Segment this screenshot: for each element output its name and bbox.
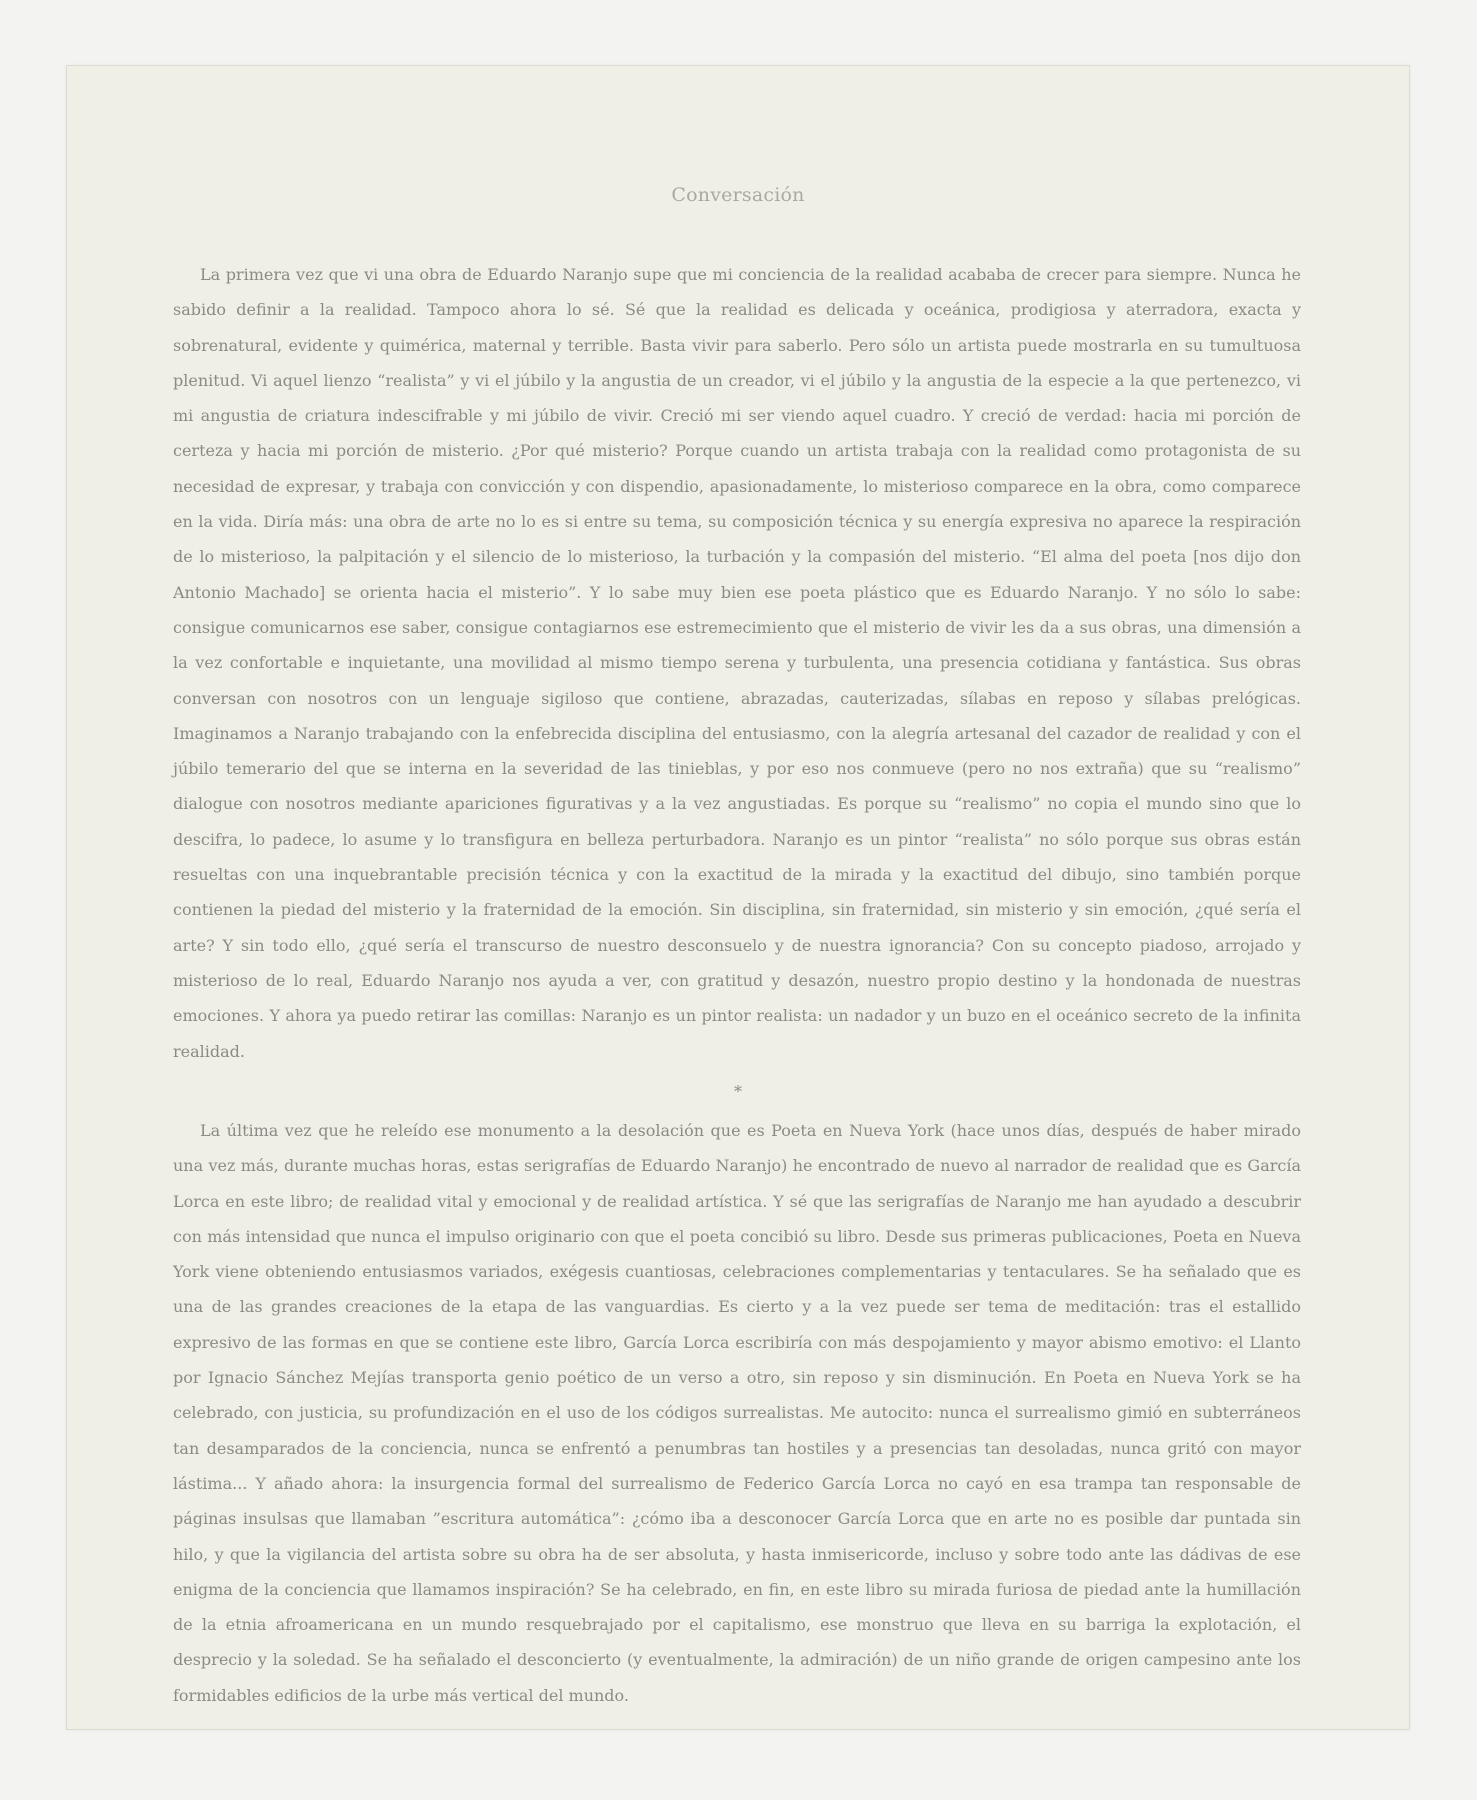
paragraph-second: La última vez que he releído ese monumento a la desolación que es Poeta en Nueva York (hace unos días, después de haber mirado una vez más, durante muchas horas, estas serigrafías de Eduardo Naranjo) he encontrado de nuevo al narrador de realidad que es García Lorca en este libro; de realidad vital y emocional y de realidad artística. Y sé que las serigrafías de Naranjo me han ayudado a descubrir con más intensidad que nunca el impulso originario con que el poeta concibió su libro. Desde sus primeras publicaciones, Poeta en Nueva York viene obteniendo entusiasmos variados, exégesis cuantiosas, celebraciones complementarias y tentaculares. Se ha señalado que es una de las grandes creaciones de la etapa de las vanguardias. Es cierto y a la vez puede ser tema de meditación: tras el estallido expresivo de las formas en que se contiene este libro, García Lorca escribiría con más despojamiento y mayor abismo emotivo: el Llanto por Ignacio Sánchez Mejías transporta genio poético de un verso a otro, sin reposo y sin disminución. En Poeta en Nueva York se ha celebrado, con justicia, su profundización en el uso de los códigos surrealistas. Me autocito: nunca el surrealismo gimió en subterráneos tan desamparados de la conciencia, nunca se enfrentó a penumbras tan hostiles y a presencias tan desoladas, nunca gritó con mayor lástima... Y añado ahora: la insurgencia formal del surrealismo de Federico García Lorca no cayó en esa trampa tan responsable de páginas insulsas que llamaban ”escritura automática”: ¿cómo iba a desconocer García Lorca que en arte no es posible dar puntada sin hilo, y que la vigilancia del artista sobre su obra ha de ser absoluta, y hasta inmisericorde, incluso y sobre todo ante las dádivas de ese enigma de la conciencia que llamamos inspiración? Se ha celebrado, en fin, en este libro su mirada furiosa de piedad ante la humillación de la etnia afroamericana en un mundo resquebrajado por el capitalismo, ese monstruo que lleva en su barriga la explotación, el desprecio y la soledad. Se ha señalado el desconcierto (y eventualmente, la admiración) de un niño grande de origen campesino ante los formidables edificios de la urbe más vertical del mundo. bbox=[173, 1121, 1301, 1705]
paper-sheet bbox=[66, 65, 1410, 1730]
paragraph-first: La primera vez que vi una obra de Eduardo Naranjo supe que mi conciencia de la realidad acababa de crecer para siempre. Nunca he sabido definir a la realidad. Tampoco ahora lo sé. Sé que la realidad es delicada y oceánica, prodigiosa y aterradora, exacta y sobrenatural, evidente y quimérica, maternal y terrible. Basta vivir para saberlo. Pero sólo un artista puede mostrarla en su tumultuosa plenitud. Vi aquel lienzo “realista” y vi el júbilo y la angustia de un creador, vi el júbilo y la angustia de la especie a la que pertenezco, vi mi angustia de criatura indescifrable y mi júbilo de vivir. Creció mi ser viendo aquel cuadro. Y creció de verdad: hacia mi porción de certeza y hacia mi porción de misterio. ¿Por qué misterio? Porque cuando un artista trabaja con la realidad como protagonista de su necesidad de expresar, y trabaja con convicción y con dispendio, apasionadamente, lo misterioso comparece en la obra, como comparece en la vida. Diría más: una obra de arte no lo es si entre su tema, su composición técnica y su energía expresiva no aparece la respiración de lo misterioso, la palpitación y el silencio de lo misterioso, la turbación y la compasión del misterio. “El alma del poeta [nos dijo don Antonio Machado] se orienta hacia el misterio”. Y lo sabe muy bien ese poeta plástico que es Eduardo Naranjo. Y no sólo lo sabe: consigue comunicarnos ese saber, consigue contagiarnos ese estremecimiento que el misterio de vivir les da a sus obras, una dimensión a la vez confortable e inquietante, una movilidad al mismo tiempo serena y turbulenta, una presencia cotidiana y fantástica. Sus obras conversan con nosotros con un lenguaje sigiloso que contiene, abrazadas, cauterizadas, sílabas en reposo y sílabas prelógicas. Imaginamos a Naranjo trabajando con la enfebrecida disciplina del entusiasmo, con la alegría artesanal del cazador de realidad y con el júbilo temerario del que se interna en la severidad de las tinieblas, y por eso nos conmueve (pero no nos extraña) que su “realismo” dialogue con nosotros mediante apariciones figurativas y a la vez angustiadas. Es porque su “realismo” no copia el mundo sino que lo descifra, lo padece, lo asume y lo transfigura en belleza perturbadora. Naranjo es un pintor “realista” no sólo porque sus obras están resueltas con una inquebrantable precisión técnica y con la exactitud de la mirada y la exactitud del dibujo, sino también porque contienen la piedad del misterio y la fraternidad de la emoción. Sin disciplina, sin fraternidad, sin misterio y sin emoción, ¿qué sería el arte? Y sin todo ello, ¿qué sería el transcurso de nuestro desconsuelo y de nuestra ignorancia? Con su concepto piadoso, arrojado y misterioso de lo real, Eduardo Naranjo nos ayuda a ver, con gratitud y desazón, nuestro propio destino y la hondonada de nuestras emociones. Y ahora ya puedo retirar las comillas: Naranjo es un pintor realista: un nadador y un buzo en el oceánico secreto de la infinita realidad. bbox=[173, 265, 1301, 1061]
section-separator: * bbox=[734, 1082, 742, 1101]
document-title: Conversación bbox=[671, 184, 805, 206]
